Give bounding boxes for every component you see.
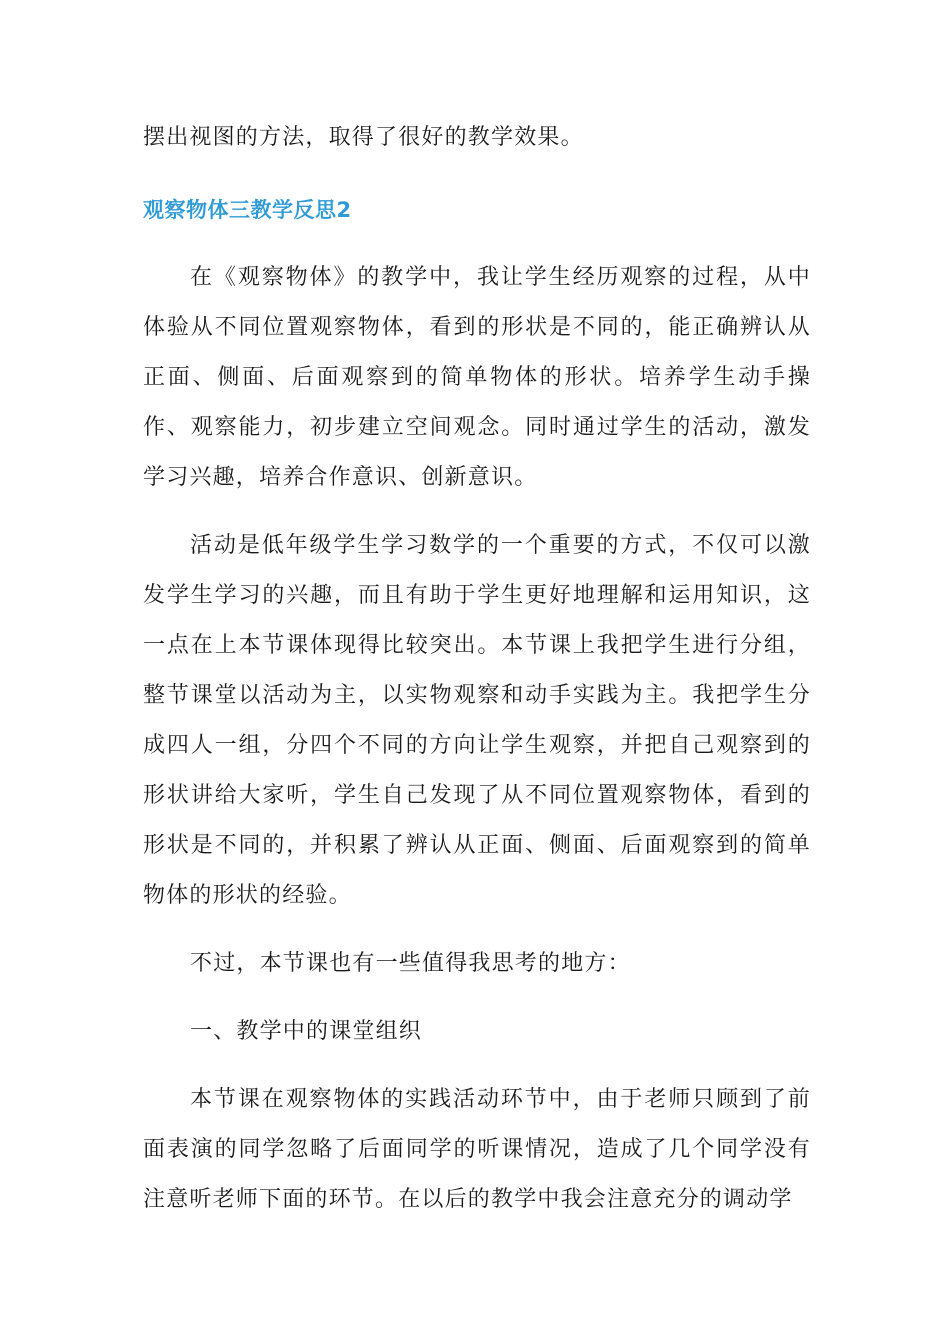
lead-paragraph: 摆出视图的方法，取得了很好的教学效果。 xyxy=(143,125,584,150)
body-paragraph-1: 在《观察物体》的教学中，我让学生经历观察的过程，从中体验从不同位置观察物体，看到的形状是不同的，能正确辨认从正面、侧面、后面观察到的简单物体的形状。培养学生动手操作、观察能力，初步建立空间观念。同时通过学生的活动，激发学习兴趣，培养合作意识、创新意识。 xyxy=(143,265,811,490)
body-paragraph-2: 活动是低年级学生学习数学的一个重要的方式，不仅可以激发学生学习的兴趣，而且有助于学生更好地理解和运用知识，这一点在上本节课体现得比较突出。本节课上我把学生进行分组，整节课堂以活动为主，以实物观察和动手实践为主。我把学生分成四人一组，分四个不同的方向让学生观察，并把自己观察到的形状讲给大家听，学生自己发现了从不同位置观察物体，看到的形状是不同的，并积累了辨认从正面、侧面、后面观察到的简单物体的形状的经验。 xyxy=(143,533,811,908)
subheading-classroom-organization: 一、教学中的课堂组织 xyxy=(190,1019,423,1044)
document-body xyxy=(143,113,811,1225)
section-heading: 观察物体三教学反思2 xyxy=(143,198,352,222)
body-paragraph-4: 本节课在观察物体的实践活动环节中，由于老师只顾到了前面表演的同学忽略了后面同学的听课情况，造成了几个同学没有注意听老师下面的环节。在以后的教学中我会注意充分的调动学 xyxy=(143,1087,811,1212)
body-paragraph-3: 不过，本节课也有一些值得我思考的地方： xyxy=(190,951,631,976)
